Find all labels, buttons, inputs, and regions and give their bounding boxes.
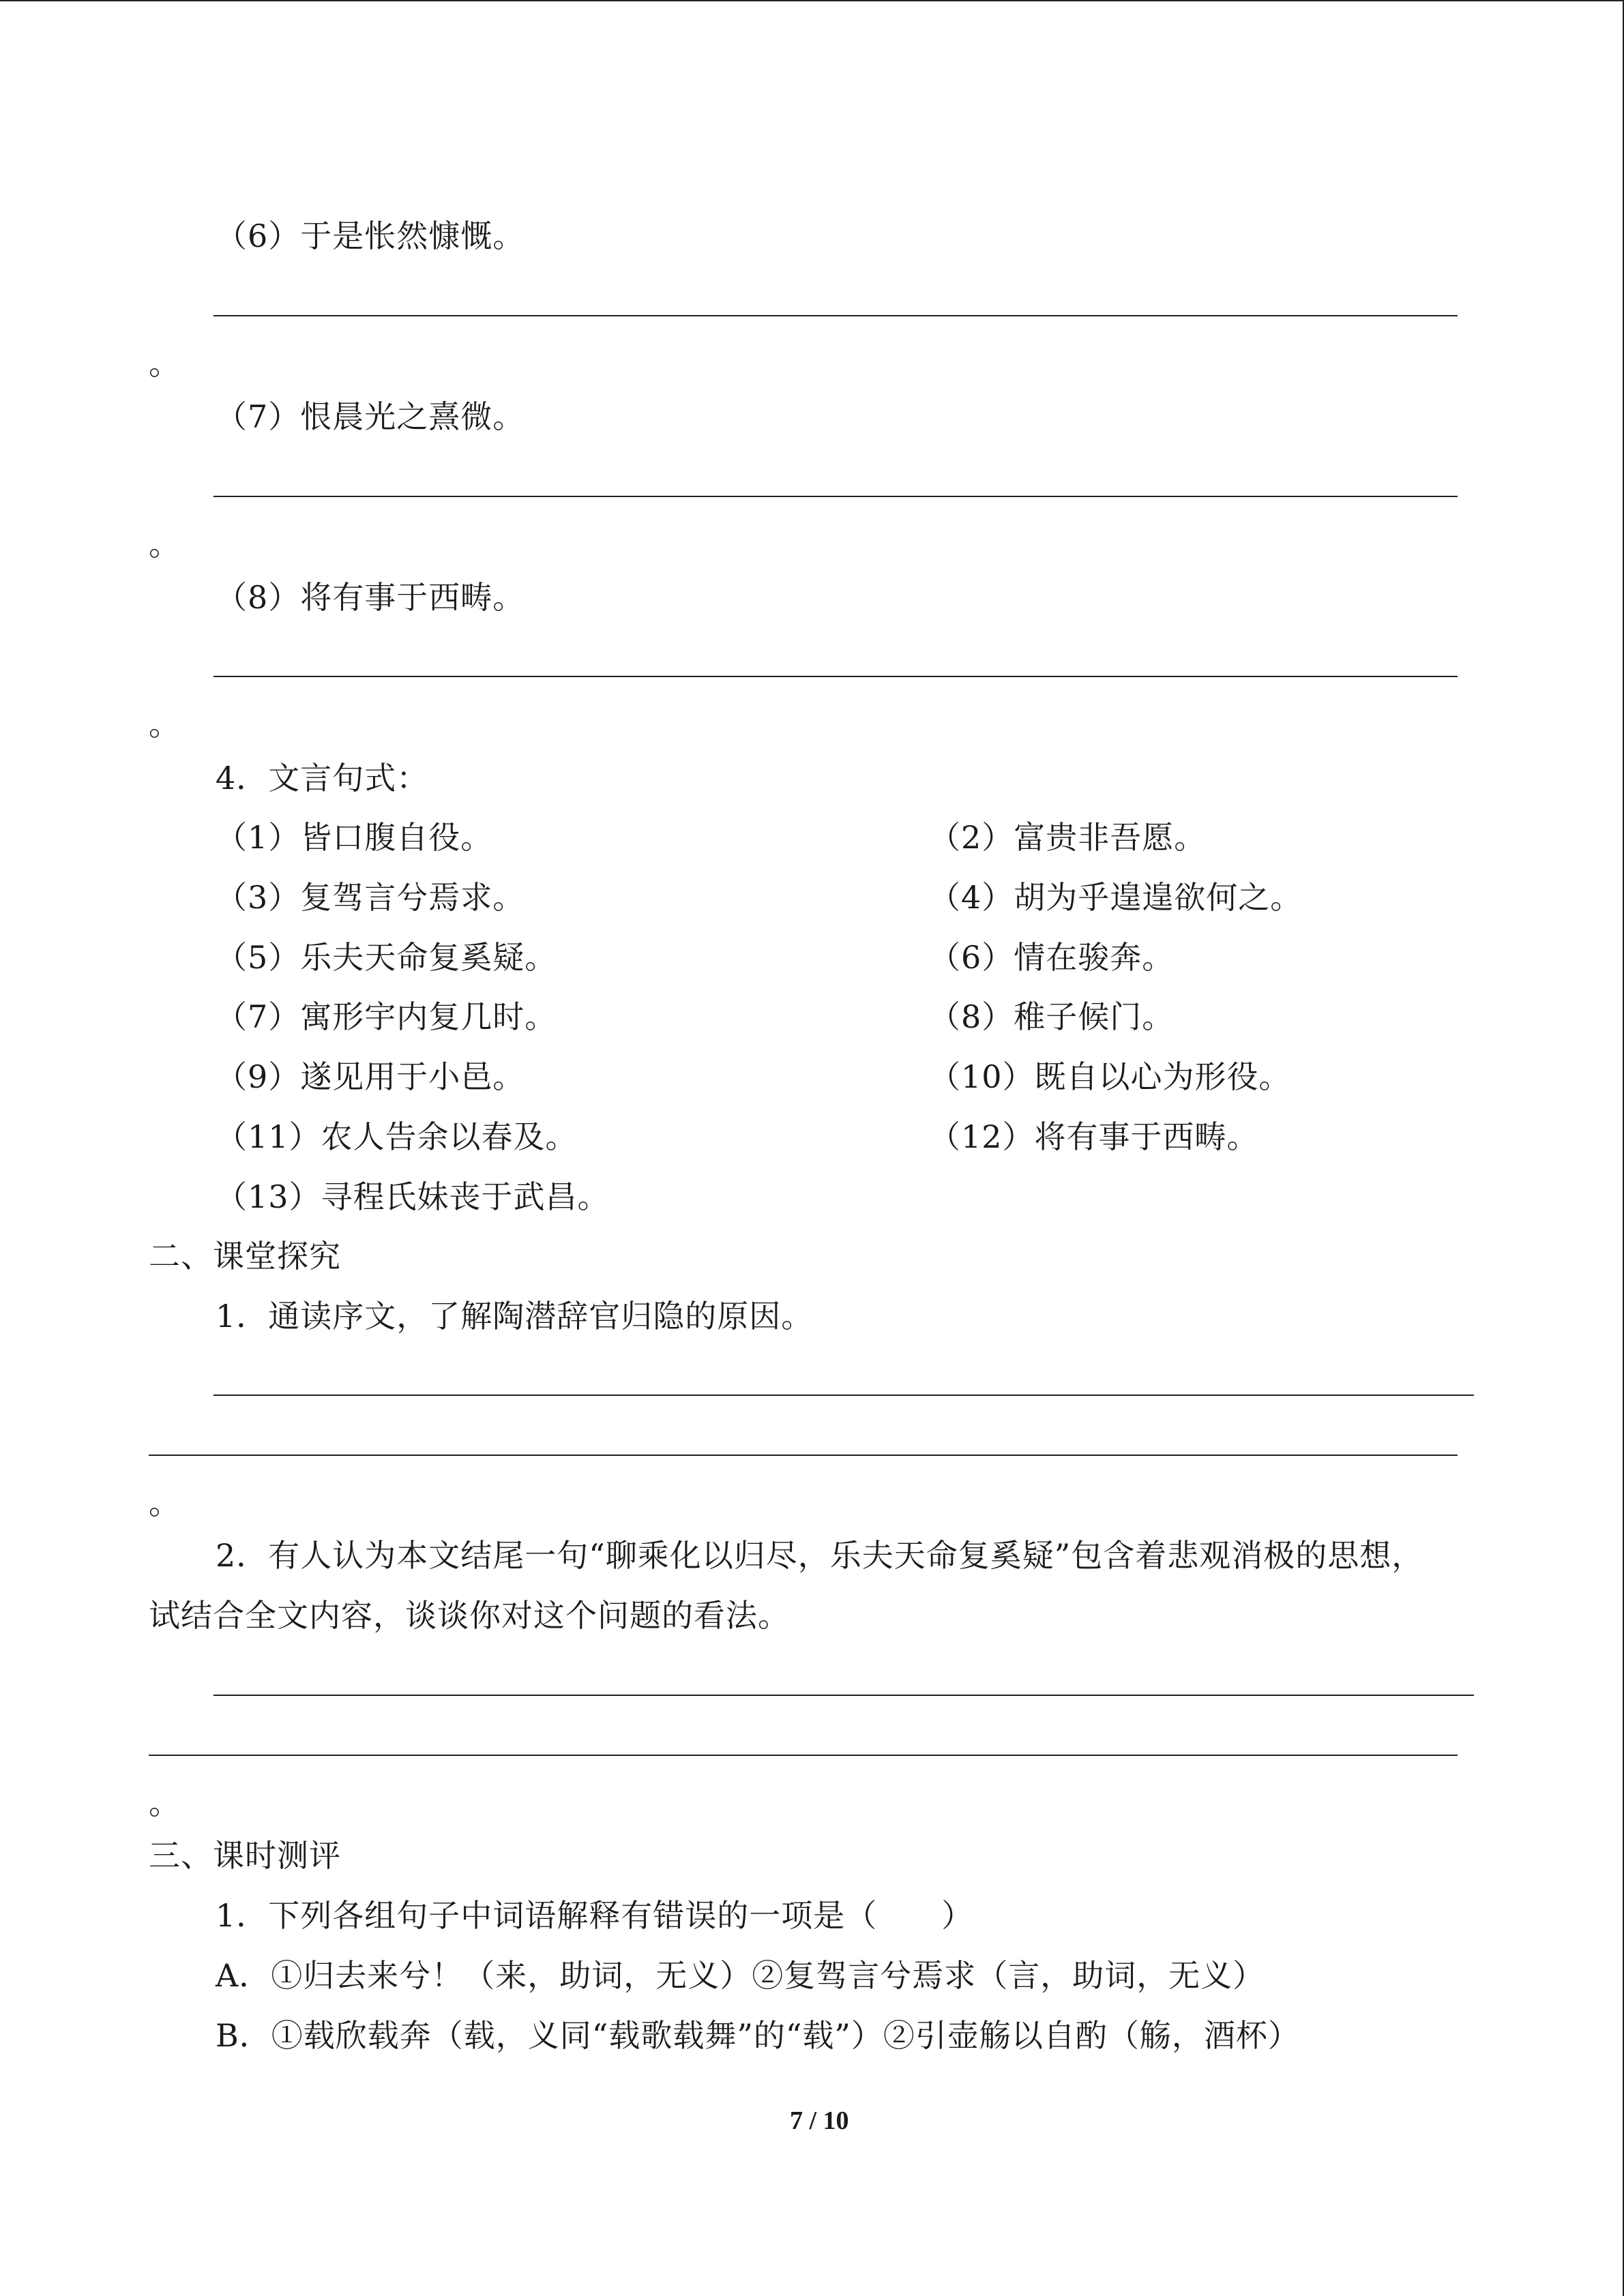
period-mark: 。 — [149, 345, 180, 382]
part2-title: 二、课堂探究 — [149, 1238, 341, 1274]
q3-item-8: （8）将有事于西畴。 — [216, 579, 525, 616]
sentence-item: （8）稚子候门。 — [929, 998, 1175, 1035]
part3-title: 三、课时测评 — [149, 1837, 341, 1874]
sentence-item: （7）寓形宇内复几时。 — [216, 998, 557, 1035]
q3-item-7: （7）恨晨光之熹微。 — [216, 398, 525, 435]
section4-title: 4．文言句式： — [216, 760, 429, 796]
sentence-item: （5）乐夫天命复奚疑。 — [216, 939, 557, 976]
q3-item-6: （6）于是怅然慷慨。 — [216, 218, 525, 254]
period-mark: 。 — [149, 1485, 180, 1521]
sentence-item: （9）遂见用于小邑。 — [216, 1058, 525, 1095]
sentence-item: （10）既自以心为形役。 — [929, 1058, 1291, 1095]
part3-question-1: 1．下列各组句子中词语解释有错误的一项是（ ） — [216, 1897, 974, 1934]
option-b: B．①载欣载奔（载，义同“载歌载舞”的“载”）②引壶觞以自酌（觞，酒杯） — [216, 2017, 1300, 2054]
sentence-item: （4）胡为乎遑遑欲何之。 — [929, 879, 1303, 916]
part2-question-1: 1．通读序文，了解陶潜辞官归隐的原因。 — [216, 1298, 814, 1335]
page-number: 7 / 10 — [790, 2106, 849, 2135]
page-top-border — [0, 0, 1623, 1]
period-mark: 。 — [149, 1785, 180, 1821]
answer-line[interactable] — [213, 1695, 1474, 1696]
sentence-item: （1）皆口腹自役。 — [216, 819, 493, 856]
part2-question-2: 2．有人认为本文结尾一句“聊乘化以归尽，乐夫天命复奚疑”包含着悲观消极的思想， — [216, 1537, 1424, 1574]
part2-question-2-cont: 试结合全文内容，谈谈你对这个问题的看法。 — [149, 1597, 790, 1634]
sentence-item: （2）富贵非吾愿。 — [929, 819, 1207, 856]
sentence-item: （13）寻程氏妹丧于武昌。 — [216, 1178, 610, 1215]
answer-line[interactable] — [149, 1755, 1458, 1756]
sentence-item: （11）农人告余以春及。 — [216, 1118, 578, 1155]
answer-line[interactable] — [149, 1455, 1458, 1456]
sentence-item: （12）将有事于西畴。 — [929, 1118, 1259, 1155]
sentence-item: （6）情在骏奔。 — [929, 939, 1175, 976]
answer-line[interactable] — [213, 315, 1458, 316]
answer-line[interactable] — [213, 1395, 1474, 1396]
option-a: A．①归去来兮！（来，助词，无义）②复驾言兮焉求（言，助词，无义） — [216, 1957, 1265, 1994]
period-mark: 。 — [149, 526, 180, 563]
period-mark: 。 — [149, 706, 180, 743]
sentence-item: （3）复驾言兮焉求。 — [216, 879, 525, 916]
answer-line[interactable] — [213, 496, 1458, 497]
answer-line[interactable] — [213, 676, 1458, 677]
